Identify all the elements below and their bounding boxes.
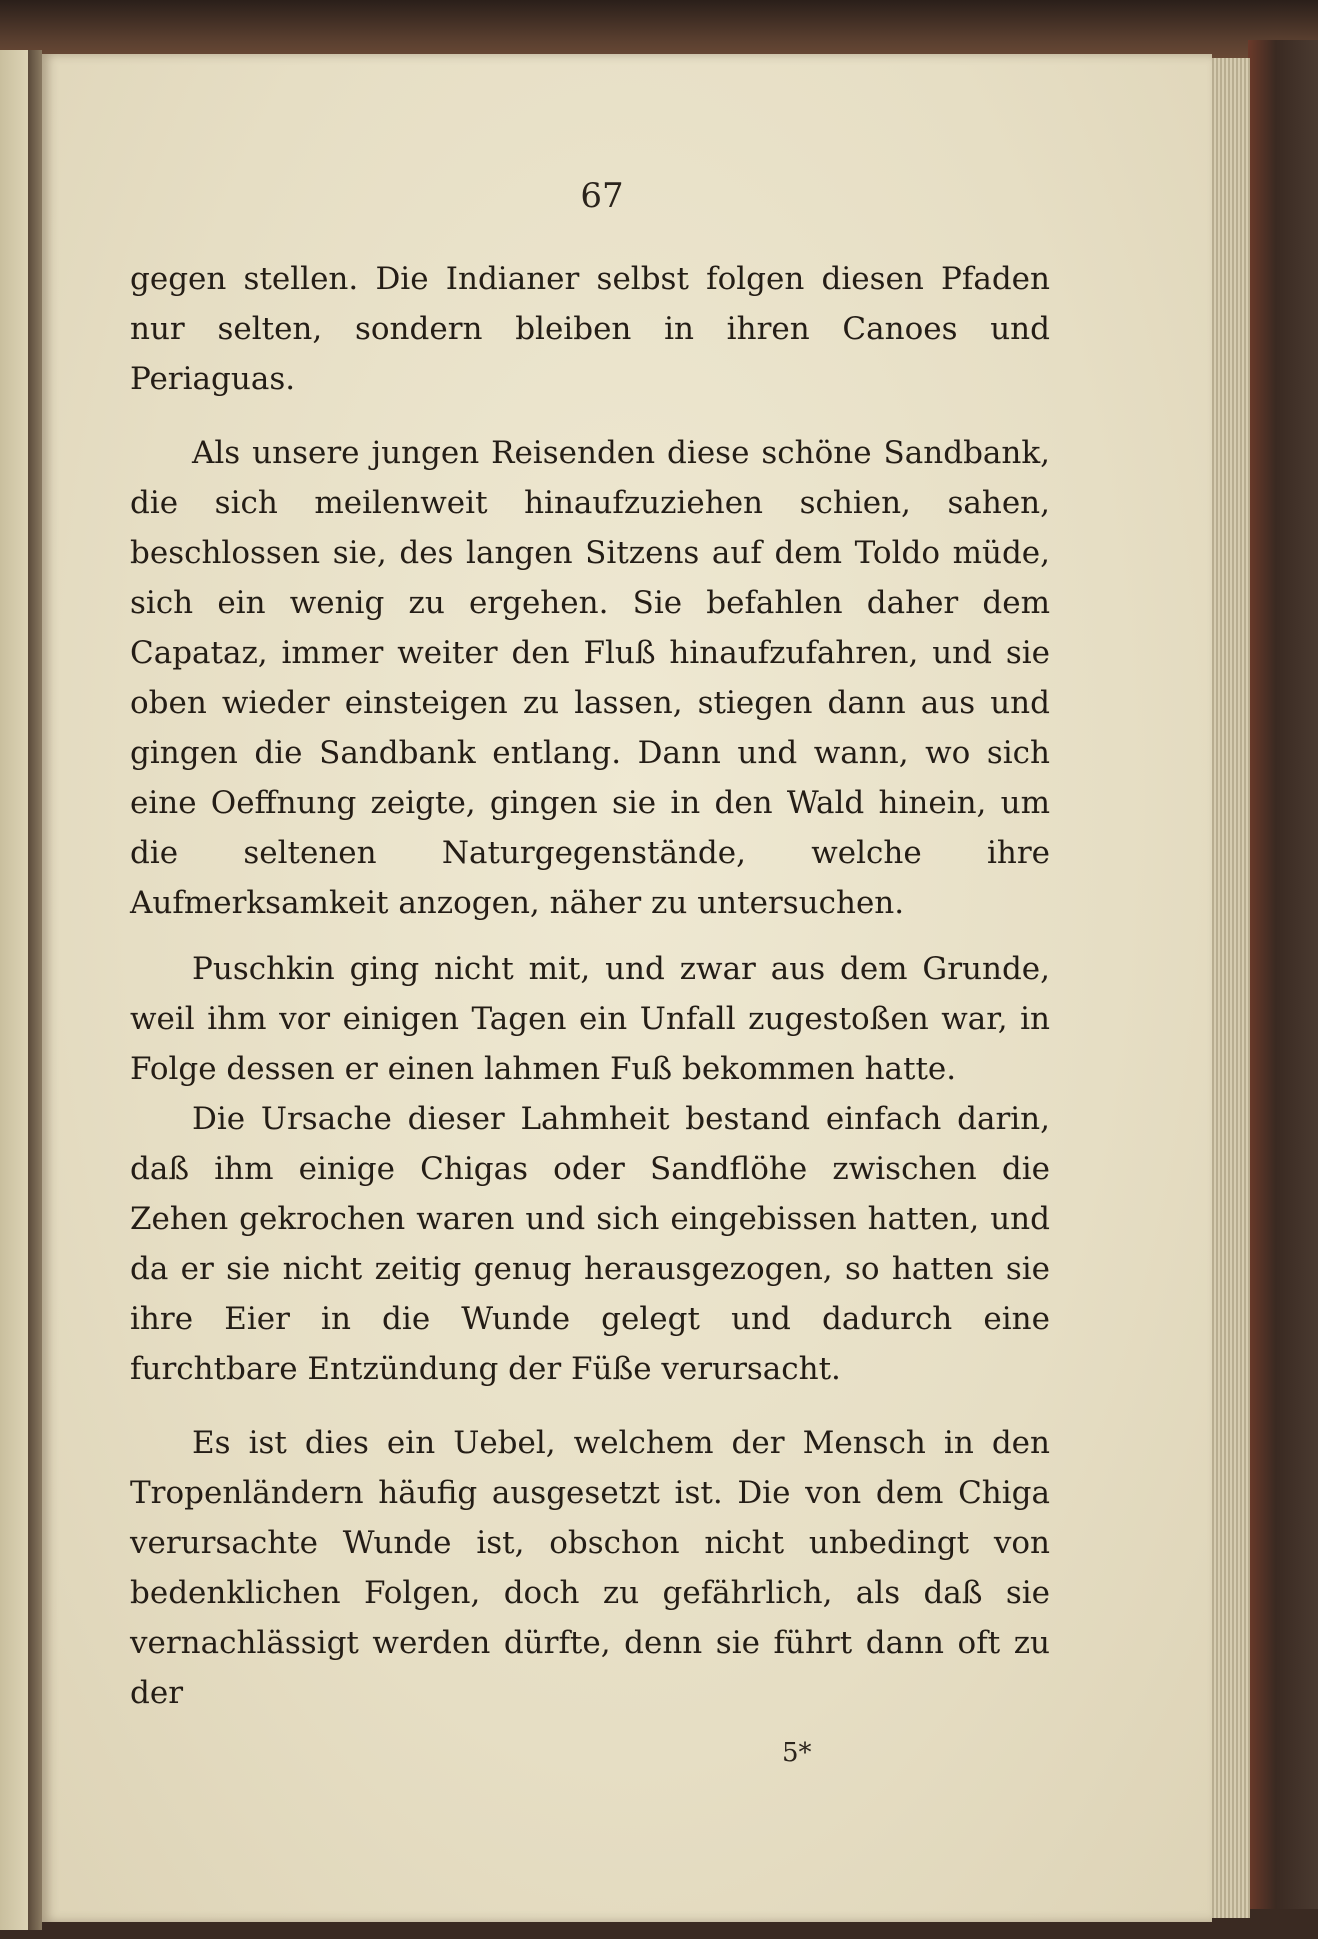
book-cover-right — [1248, 40, 1318, 1939]
body-text — [130, 254, 1050, 1718]
paragraph: Es ist dies ein Uebel, welchem der Mensch in den Tropenländern häufig ausgesetzt ist. Die von dem Chiga verursachte Wunde ist, obschon nicht unbedingt von bedenklichen Folgen, doch zu gefährlich, als daß sie vernachlässigt werden dürfte, denn sie führt dann oft zu der — [130, 1425, 1050, 1711]
paragraph: Als unsere jungen Reisenden diese schöne Sandbank, die sich meilenweit hinaufzuziehen schien, sahen, beschlossen sie, des langen Sitzens auf dem Toldo müde, sich ein wenig zu ergehen. Sie befahlen daher dem Capataz, immer weiter den Fluß hinaufzufahren, und sie oben wieder einsteigen zu lassen, stiegen dann aus und gingen die Sandbank entlang. Dann und wann, wo sich eine Oeffnung zeigte, gingen sie in den Wald hinein, um die seltenen Naturgegenstände, welche ihre Aufmerksamkeit anzogen, näher zu untersuchen. — [130, 435, 1050, 921]
paragraph: gegen stellen. Die Indianer selbst folgen diesen Pfaden nur selten, sondern bleiben in ihren Canoes und Periaguas. — [130, 261, 1050, 397]
book-page — [42, 54, 1212, 1922]
printer-signature-mark: 5* — [782, 1738, 812, 1768]
book-gutter — [28, 50, 42, 1930]
book-cover-top — [0, 0, 1318, 60]
paragraph: Puschkin ging nicht mit, und zwar aus dem Grunde, weil ihm vor einigen Tagen ein Unfall zugestoßen war, in Folge dessen er einen lahmen Fuß bekommen hatte. — [130, 951, 1050, 1087]
page-number: 67 — [580, 176, 624, 216]
page-block-edges — [1210, 58, 1250, 1918]
paragraph: Die Ursache dieser Lahmheit bestand einfach darin, daß ihm einige Chigas oder Sandflöhe zwischen die Zehen gekrochen waren und sich eingebissen hatten, und da er sie nicht zeitig genug herausgezogen, so hatten sie ihre Eier in die Wunde gelegt und dadurch eine furchtbare Entzündung der Füße verursacht. — [130, 1101, 1050, 1387]
